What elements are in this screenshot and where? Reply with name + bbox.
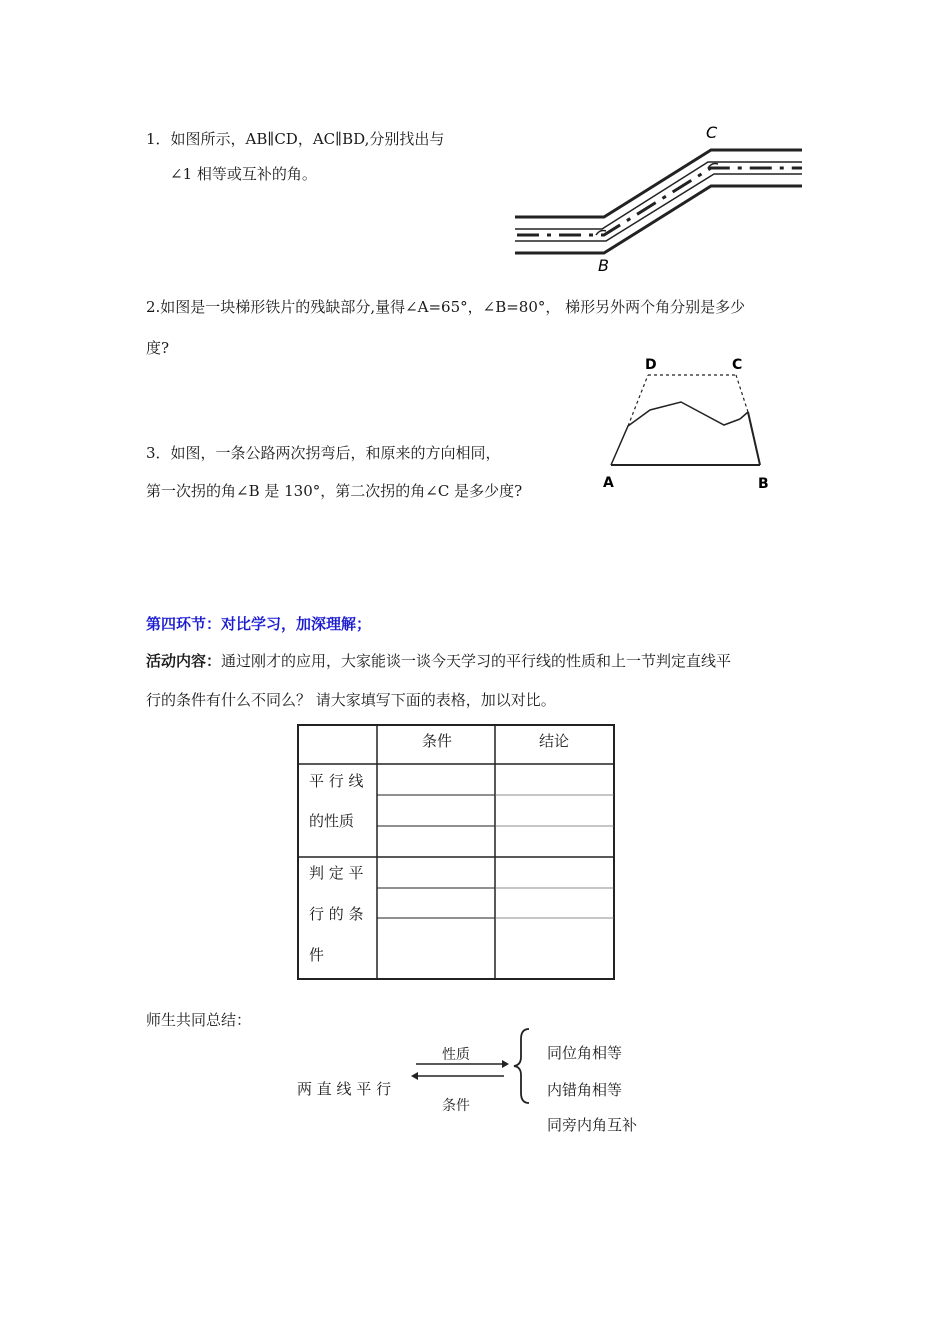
activity-line2: 行的条件有什么不同么？ 请大家填写下面的表格，加以对比。	[146, 691, 556, 709]
dashed-right	[736, 375, 748, 412]
road-edge-bottom	[515, 186, 802, 253]
trapezoid-right-side	[748, 412, 760, 465]
q3-line2: 第一次拐的角∠B 是 130°，第二次拐的角∠C 是多少度?	[146, 482, 523, 500]
row-property-line1: 平 行 线	[309, 772, 364, 790]
label-a: A	[603, 475, 614, 491]
row-property-line2: 的性质	[309, 812, 355, 830]
road-edge-top	[515, 150, 802, 217]
summary-left: 两 直 线 平 行	[297, 1080, 392, 1098]
arrow-right-head	[502, 1060, 509, 1068]
summary-item3: 同旁内角互补	[547, 1116, 638, 1134]
broken-edge-end	[740, 412, 748, 419]
label-b2: B	[758, 476, 769, 492]
trapezoid-figure	[598, 350, 788, 495]
label-c2: C	[732, 357, 743, 373]
section-heading: 第四环节：对比学习，加深理解；	[146, 615, 372, 633]
arrow-label-condition: 条件	[442, 1098, 470, 1114]
road-figure	[512, 118, 812, 278]
road-centerline	[517, 168, 802, 235]
curly-brace-icon	[511, 1027, 535, 1105]
q1-line1: 1．如图所示，AB∥CD，AC∥BD,分别找出与	[146, 130, 445, 148]
header-condition: 条件	[422, 732, 453, 750]
q1-line2: ∠1 相等或互补的角。	[170, 165, 317, 183]
row-criteria-line2: 行 的 条	[309, 905, 364, 923]
broken-edge	[611, 402, 740, 465]
summary-label: 师生共同总结：	[146, 1011, 252, 1029]
arrow-label-property: 性质	[442, 1047, 470, 1063]
table-grid	[297, 724, 615, 980]
activity-text1: 通过刚才的应用，大家能谈一谈今天学习的平行线的性质和上一节判定直线平	[221, 652, 732, 670]
summary-item1: 同位角相等	[547, 1044, 623, 1062]
arrow-left-head	[411, 1072, 418, 1080]
double-arrow	[410, 1058, 510, 1084]
q2-line2: 度?	[146, 339, 170, 357]
q3-line1: 3．如图，一条公路两次拐弯后，和原来的方向相同，	[146, 444, 501, 462]
activity-label: 活动内容：	[146, 652, 222, 670]
q2-line1: 2.如图是一块梯形铁片的残缺部分,量得∠A=65°，∠B=80°， 梯形另外两个角分别是多少	[146, 298, 746, 316]
row-criteria-line1: 判 定 平	[309, 864, 364, 882]
comparison-table	[297, 724, 615, 980]
label-d: D	[645, 357, 657, 373]
header-conclusion: 结论	[539, 732, 570, 750]
label-b: B	[598, 256, 609, 275]
label-c: C	[706, 123, 718, 142]
activity-line1	[146, 651, 731, 671]
summary-item2: 内错角相等	[547, 1081, 623, 1099]
row-criteria-line3: 件	[309, 946, 325, 964]
